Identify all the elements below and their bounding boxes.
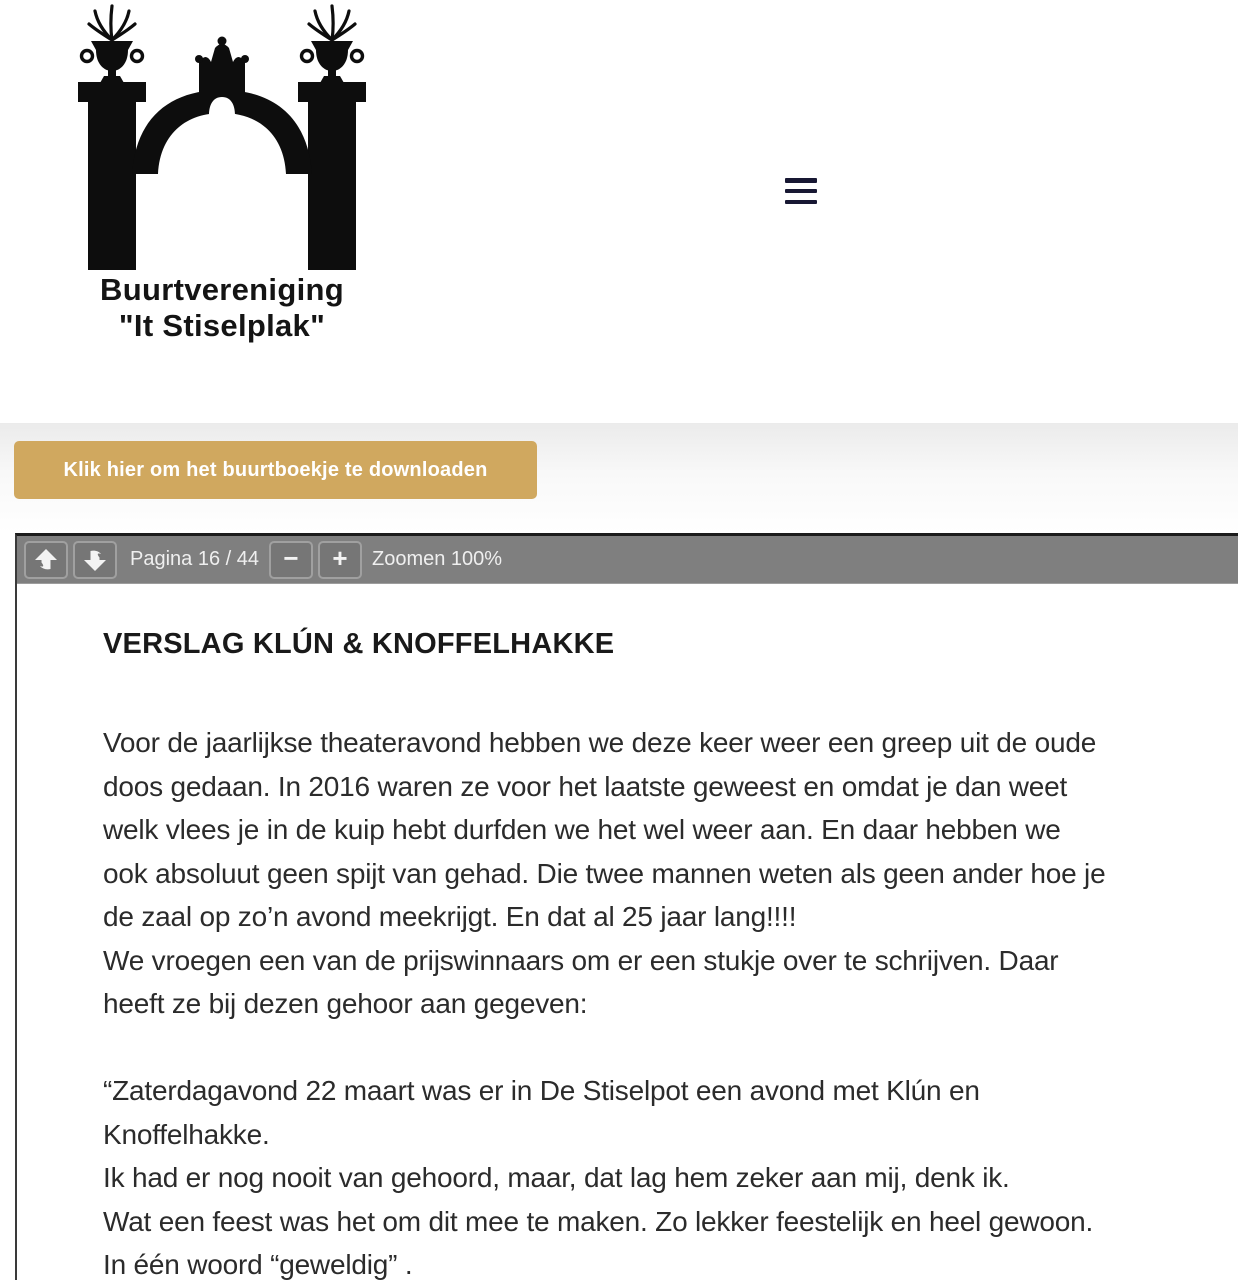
menu-toggle-button[interactable] bbox=[785, 178, 817, 204]
document-line: Wat een feest was het om dit mee te maken. Zo lekker feestelijk en heel gewoon. bbox=[103, 1205, 1094, 1237]
document-body bbox=[103, 721, 1218, 1280]
archway-logo-icon bbox=[72, 4, 372, 272]
download-booklet-button[interactable]: Klik hier om het buurtboekje te downloaden bbox=[14, 441, 537, 499]
document-line: In één woord “geweldig” . bbox=[103, 1249, 413, 1280]
document-line: We vroegen een van de prijswinnaars om er een stukje over te schrijven. Daar bbox=[103, 944, 1059, 976]
document-line: Voor de jaarlijkse theateravond hebben we deze keer weer een greep uit de oude bbox=[103, 727, 1097, 758]
previous-page-button[interactable] bbox=[24, 541, 68, 579]
document-line bbox=[103, 1026, 1218, 1070]
document-line: heeft ze bij dezen gehoor aan gegeven: bbox=[103, 988, 588, 1019]
document-line: doos gedaan. In 2016 waren ze voor het laatste geweest en omdat je dan weet bbox=[103, 770, 1068, 802]
document-line: “Zaterdagavond 22 maart was er in De Stiselpot een avond met Klún en bbox=[103, 1075, 980, 1106]
pdf-page bbox=[17, 584, 1238, 1280]
document-line: ook absoluut geen spijt van gehad. Die twee mannen weten als geen ander hoe je bbox=[103, 857, 1106, 889]
logo-org-name: Buurtvereniging bbox=[100, 272, 344, 307]
download-band bbox=[0, 423, 1238, 533]
document-title: VERSLAG KLÚN & KNOFFELHAKKE bbox=[103, 628, 615, 660]
document-line: welk vlees je in de kuip hebt durfden we het wel weer aan. En daar hebben we bbox=[103, 814, 1061, 845]
hamburger-icon bbox=[785, 178, 817, 183]
document-line: Ik had er nog nooit van gehoord, maar, dat lag hem zeker aan mij, denk ik. bbox=[103, 1162, 1010, 1193]
zoom-indicator: Zoomen 100% bbox=[372, 548, 503, 570]
page-indicator: Pagina 16 / 44 bbox=[130, 548, 259, 570]
pdf-toolbar bbox=[17, 536, 1238, 584]
logo-org-subname: "It Stiselplak" bbox=[118, 308, 326, 343]
up-arrow-icon bbox=[33, 547, 59, 573]
zoom-out-button[interactable]: − bbox=[269, 541, 313, 579]
pdf-viewer bbox=[15, 533, 1238, 1280]
document-line: Knoffelhakke. bbox=[103, 1118, 270, 1150]
document-line: de zaal op zo’n avond meekrijgt. En dat al 25 jaar lang!!!! bbox=[103, 901, 797, 932]
zoom-in-button[interactable]: + bbox=[318, 541, 362, 579]
down-arrow-icon bbox=[82, 547, 108, 573]
site-header bbox=[0, 0, 1238, 423]
next-page-button[interactable] bbox=[73, 541, 117, 579]
site-logo[interactable] bbox=[72, 4, 372, 344]
